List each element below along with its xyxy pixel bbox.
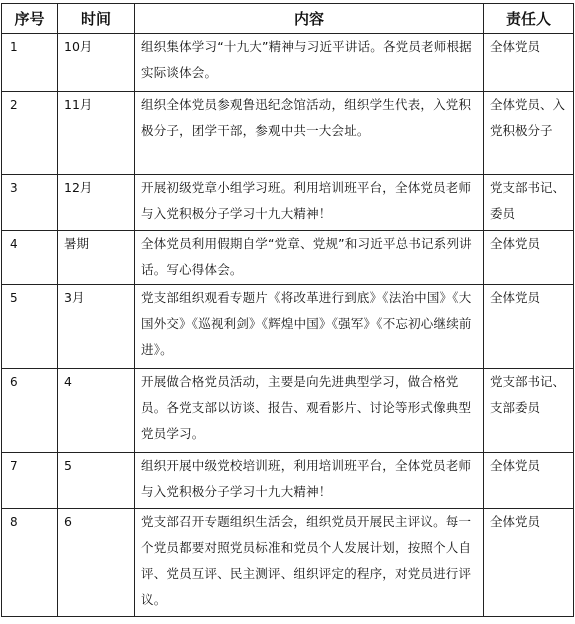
table-row — [2, 369, 574, 453]
row-time: 3月 — [58, 285, 135, 369]
row-content: 开展做合格党员活动，主要是向先进典型学习，做合格党员。各党支部以访谈、报告、观看影片、讨论等形式像典型党员学习。 — [135, 369, 484, 453]
row-content: 党支部召开专题组织生活会，组织党员开展民主评议。每一个党员都要对照党员标准和党员个人发展计划，按照个人自评、党员互评、民主测评、组织评定的程序，对党员进行评议。 — [135, 509, 484, 617]
row-number: 8 — [2, 509, 58, 617]
row-time: 5 — [58, 453, 135, 509]
row-responsible: 党支部书记、支部委员 — [484, 369, 574, 453]
row-responsible: 全体党员 — [484, 509, 574, 617]
table-row — [2, 231, 574, 285]
row-content: 开展初级党章小组学习班。利用培训班平台，全体党员老师与入党积极分子学习十九大精神！ — [135, 175, 484, 231]
row-content: 组织全体党员参观鲁迅纪念馆活动，组织学生代表，入党积极分子，团学干部，参观中共一大会址。 — [135, 92, 484, 175]
table-row — [2, 509, 574, 617]
row-time: 10月 — [58, 34, 135, 92]
table-header-row — [2, 4, 574, 34]
row-responsible: 全体党员、入党积极分子 — [484, 92, 574, 175]
table-row — [2, 453, 574, 509]
activity-plan-table — [1, 3, 574, 617]
row-responsible: 党支部书记、委员 — [484, 175, 574, 231]
table-row — [2, 34, 574, 92]
row-content: 组织开展中级党校培训班，利用培训班平台，全体党员老师与入党积极分子学习十九大精神！ — [135, 453, 484, 509]
row-responsible: 全体党员 — [484, 34, 574, 92]
header-time: 时间 — [58, 4, 135, 34]
row-number: 5 — [2, 285, 58, 369]
header-responsible: 责任人 — [484, 4, 574, 34]
row-responsible: 全体党员 — [484, 231, 574, 285]
header-content: 内容 — [135, 4, 484, 34]
row-content: 党支部组织观看专题片《将改革进行到底》《法治中国》《大国外交》《巡视利剑》《辉煌中国》《强军》《不忘初心继续前进》。 — [135, 285, 484, 369]
row-number: 2 — [2, 92, 58, 175]
table-row — [2, 285, 574, 369]
row-number: 7 — [2, 453, 58, 509]
table-row — [2, 175, 574, 231]
row-number: 1 — [2, 34, 58, 92]
row-time: 12月 — [58, 175, 135, 231]
row-content: 全体党员利用假期自学“党章、党规”和习近平总书记系列讲话。写心得体会。 — [135, 231, 484, 285]
header-number: 序号 — [2, 4, 58, 34]
row-time: 暑期 — [58, 231, 135, 285]
row-time: 4 — [58, 369, 135, 453]
row-responsible: 全体党员 — [484, 453, 574, 509]
row-time: 6 — [58, 509, 135, 617]
row-number: 3 — [2, 175, 58, 231]
row-content: 组织集体学习“十九大”精神与习近平讲话。各党员老师根据实际谈体会。 — [135, 34, 484, 92]
row-time: 11月 — [58, 92, 135, 175]
row-number: 4 — [2, 231, 58, 285]
table-row — [2, 92, 574, 175]
row-number: 6 — [2, 369, 58, 453]
row-responsible: 全体党员 — [484, 285, 574, 369]
